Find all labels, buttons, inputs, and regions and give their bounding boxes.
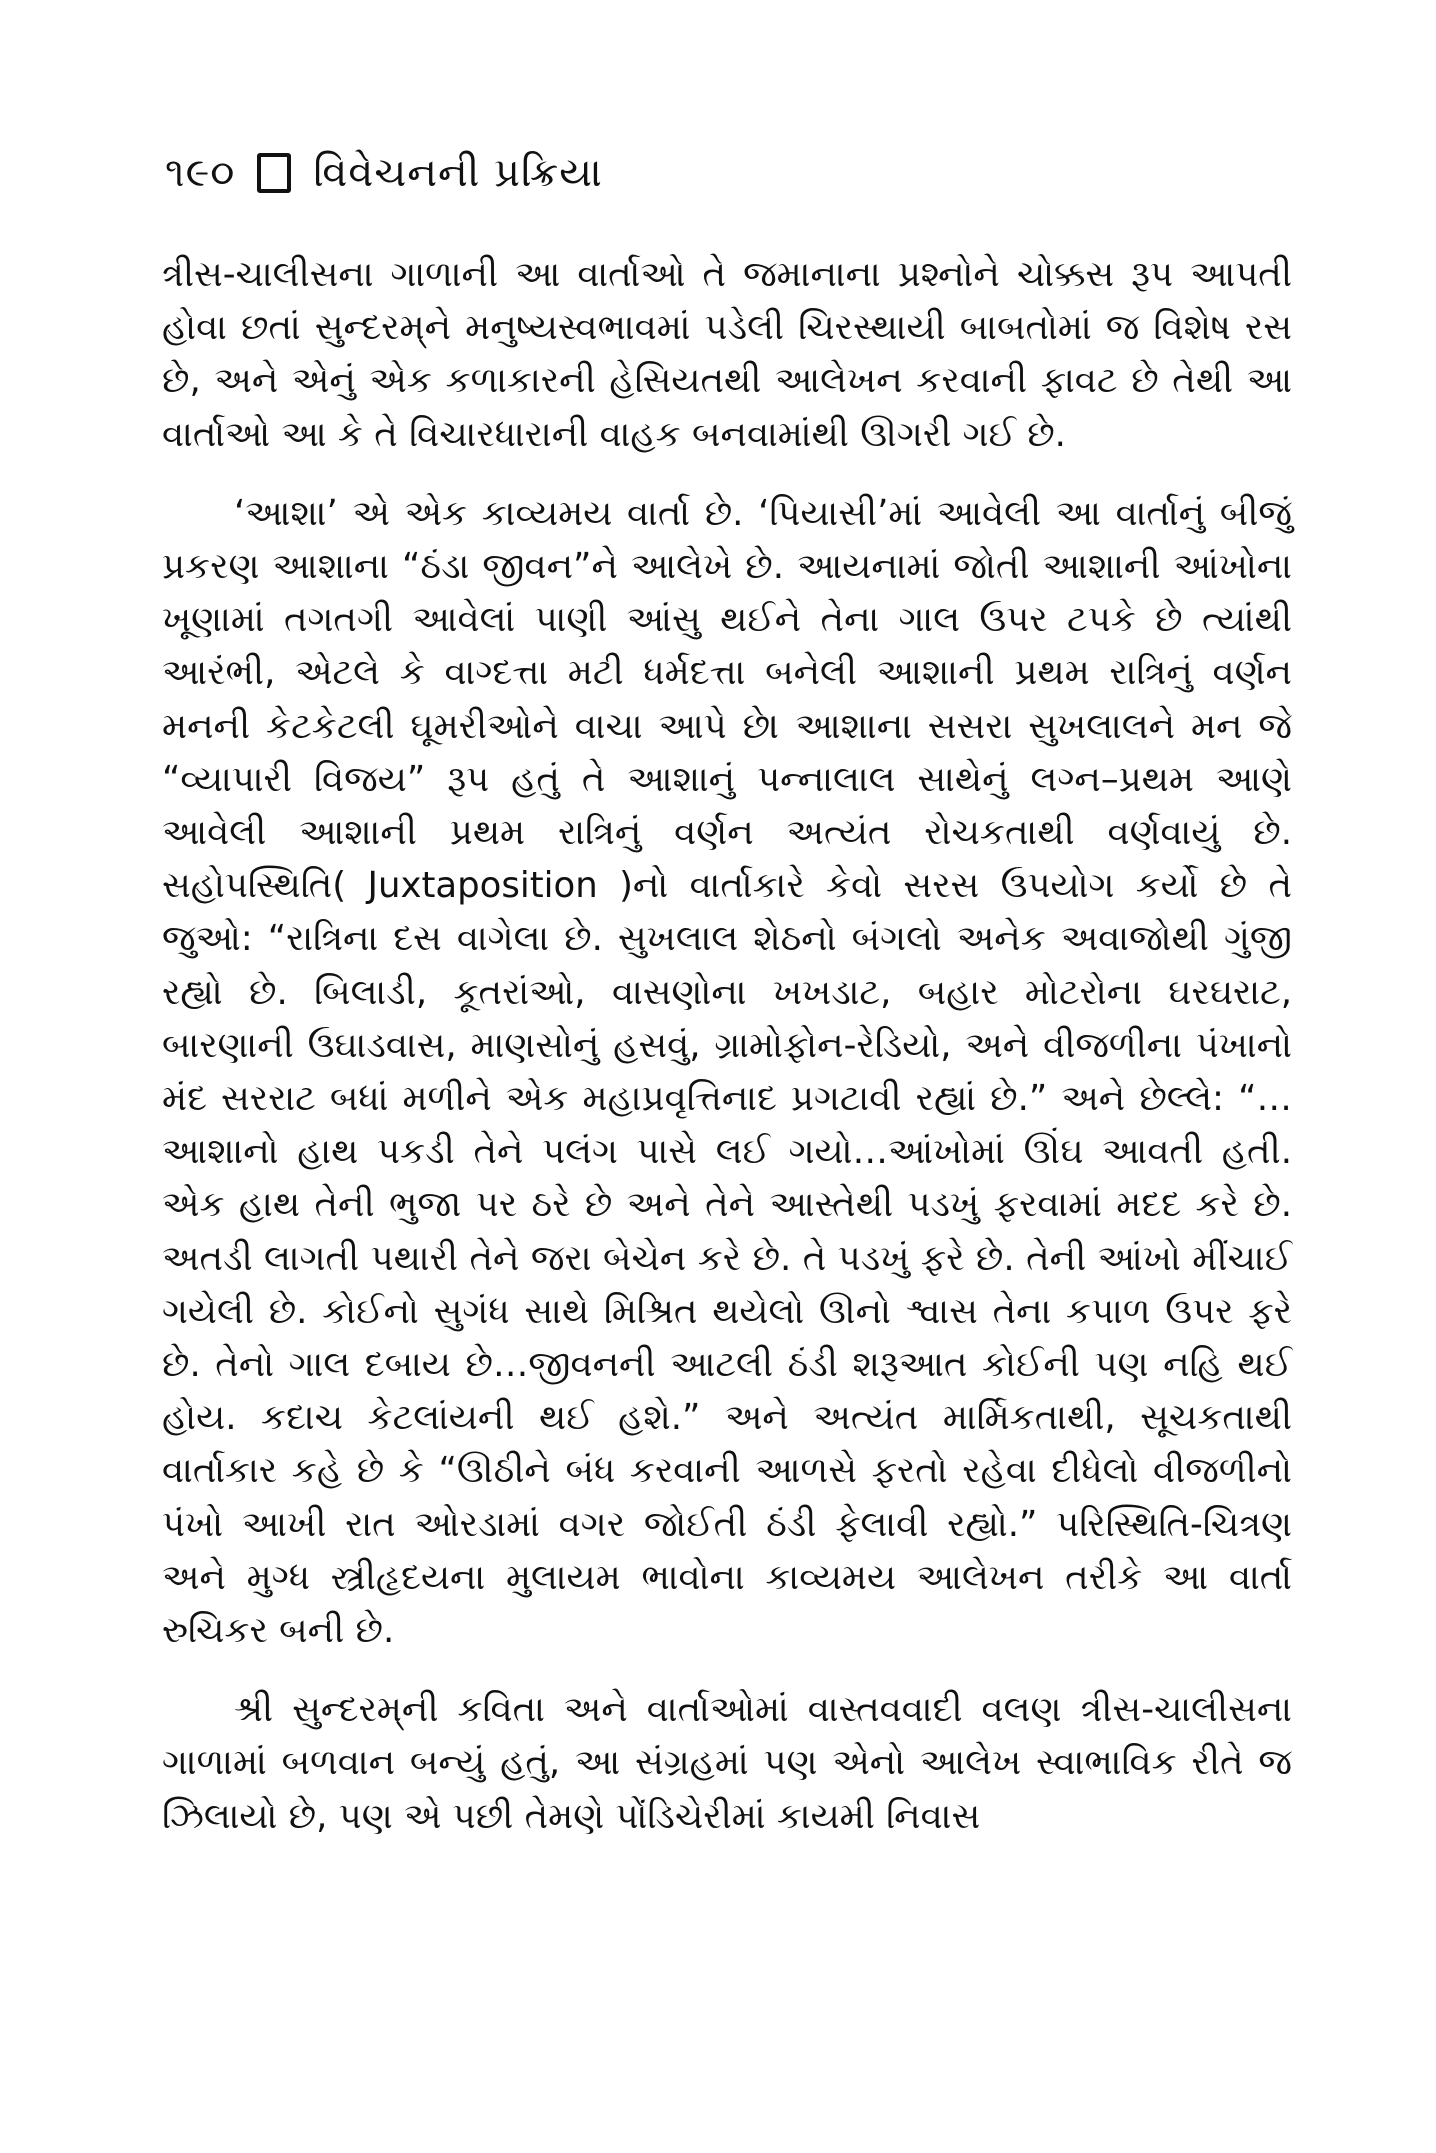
running-head	[165, 150, 603, 196]
paragraph: ત્રીસ-ચાલીસના ગાળાની આ વાર્તાઓ તે જમાનાના પ્રશ્નોને ચોક્કસ રૂપ આપતી હોવા છતાં સુન્દરમ્‌ને મનુષ્યસ્વભાવમાં પડેલી ચિરસ્થાયી બાબતોમાં જ વિશેષ રસ છે, અને એનું એક કળાકારની હેસિયતથી આલેખન કરવાની ફાવટ છે તેથી આ વાર્તાઓ આ કે તે વિચારધારાની વાહક બનવામાંથી ઊગરી ગઈ છે.	[162, 254, 1292, 455]
paragraph: શ્રી સુન્દરમ્‌ની કવિતા અને વાર્તાઓમાં વાસ્તવવાદી વલણ ત્રીસ-ચાલીસના ગાળામાં બળવાન બન્યું હતું, આ સંગ્રહમાં પણ એનો આલેખ સ્વાભાવિક રીતે જ ઝિલાયો છે, પણ એ પછી તેમણે પોંડિચેરીમાં કાયમી નિવાસ	[162, 1689, 1292, 1837]
book-title: વિવેચનની પ્રક્રિયા	[313, 150, 603, 196]
square-box-icon	[257, 153, 291, 193]
page-number: ૧૯૦	[165, 150, 236, 196]
paragraph: ‘આશા’ એ એક કાવ્યમય વાર્તા છે. ‘પિયાસી’માં આવેલી આ વાર્તાનું બીજું પ્રકરણ આશાના “ઠંડા જીવન”ને આલેખે છે. આયનામાં જોતી આશાની આંખોના ખૂણામાં તગતગી આવેલાં પાણી આંસુ થઈને તેના ગાલ ઉપર ટપકે છે ત્યાંથી આરંભી, એટલે કે વાગ્દત્તા મટી ધર્મદત્તા બનેલી આશાની પ્રથમ રાત્રિનું વર્ણન મનની કેટકેટલી ઘૂમરીઓને વાચા આપે છે। આશાના સસરા સુખલાલને મન જે “વ્યાપારી વિજય” રૂપ હતું તે આશાનું પન્નાલાલ સાથેનું લગ્ન–પ્રથમ આણે આવેલી આશાની પ્રથમ રાત્રિનું વર્ણન અત્યંત રોચકતાથી વર્ણવાયું છે. સહોપસ્થિતિ( Juxtaposition )નો વાર્તાકારે કેવો સરસ ઉપયોગ કર્યો છે તે જુઓ: “રાત્રિના દસ વાગેલા છે. સુખલાલ શેઠનો બંગલો અનેક અવાજોથી ગુંજી રહ્યો છે. બિલાડી, કૂતરાંઓ, વાસણોના ખખડાટ, બહાર મોટરોના ઘરઘરાટ, બારણાની ઉઘાડવાસ, માણસોનું હસવું, ગ્રામોફોન-રેડિયો, અને વીજળીના પંખાનો મંદ સરરાટ બધાં મળીને એક મહાપ્રવૃત્તિનાદ પ્રગટાવી રહ્યાં છે.” અને છેલ્લે: “…આશાનો હાથ પકડી તેને પલંગ પાસે લઈ ગયો…આંખોમાં ઊંઘ આવતી હતી. એક હાથ તેની ભુજા પર ઠરે છે અને તેને આસ્તેથી પડખું ફરવામાં મદદ કરે છે. અતડી લાગતી પથારી તેને જરા બેચેન કરે છે. તે પડખું ફરે છે. તેની આંખો મીંચાઈ ગયેલી છે. કોઈનો સુગંધ સાથે મિશ્રિત થયેલો ઊનો શ્વાસ તેના કપાળ ઉપર ફરે છે. તેનો ગાલ દબાય છે…જીવનની આટલી ઠંડી શરૂઆત કોઈની પણ નહિ થઈ હોય. કદાચ કેટલાંયની થઈ હશે.” અને અત્યંત માર્મિકતાથી, સૂચકતાથી વાર્તાકાર કહે છે કે “ઊઠીને બંધ કરવાની આળસે ફરતો રહેવા દીધેલો વીજળીનો પંખો આખી રાત ઓરડામાં વગર જોઈતી ઠંડી ફેલાવી રહ્યો.” પરિસ્થિતિ-ચિત્રણ અને મુગ્ધ સ્ત્રીહૃદયના મુલાયમ ભાવોના કાવ્યમય આલેખન તરીકે આ વાર્તા રુચિકર બની છે.	[162, 492, 1292, 1652]
body-text	[162, 248, 1292, 1843]
